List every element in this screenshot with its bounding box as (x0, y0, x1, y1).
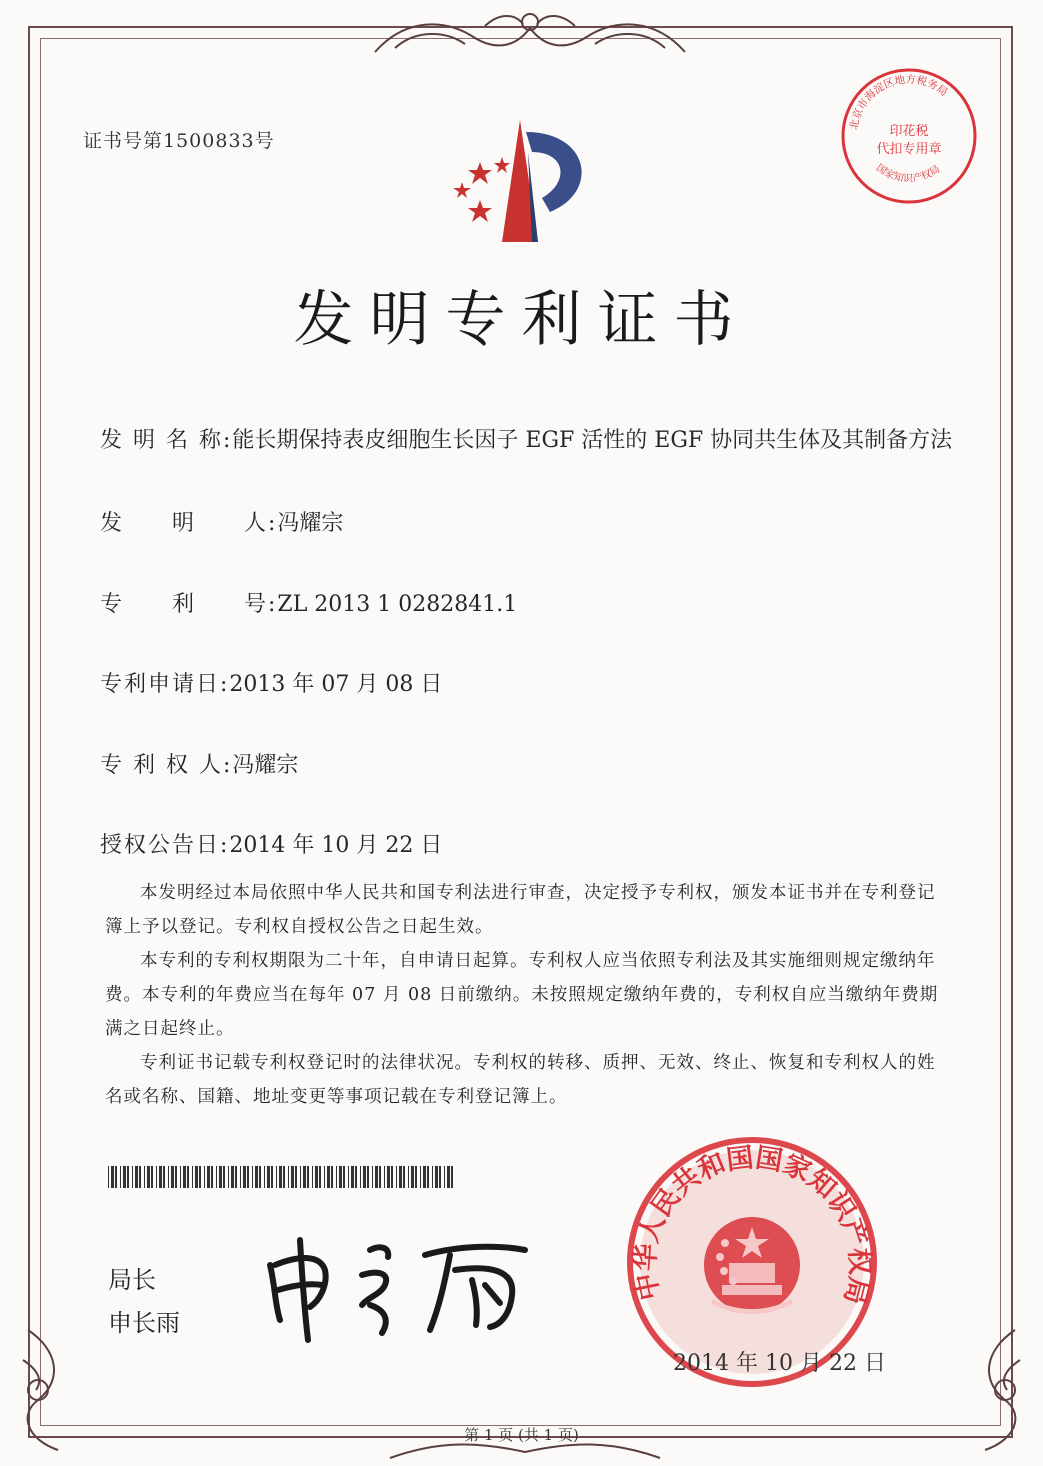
barcode-bar (387, 1166, 390, 1188)
certificate-number: 证书号第1500833号 (83, 130, 275, 152)
barcode-bar (199, 1166, 201, 1188)
field-label: 专利申请日: (100, 672, 230, 697)
small-seal-arc-text: 北京市海淀区地方税务局 (848, 73, 950, 131)
barcode-bar (327, 1166, 330, 1188)
barcode-bar (411, 1166, 414, 1188)
barcode-bar (420, 1166, 421, 1188)
field-value: 冯耀宗 (277, 511, 344, 536)
paragraph-2: 本专利的专利权期限为二十年，自申请日起算。专利权人应当依照专利法及其实施细则规定缴纳年费。本专利的年费应当在每年 07 月 08 日前缴纳。未按照规定缴纳年费的，专利权自应当缴纳年费期满之日起终止。 (105, 951, 939, 1039)
field-grant-date (100, 828, 442, 859)
field-value: 能长期保持表皮细胞生长因子 EGF 活性的 EGF 协同共生体及其制备方法 (232, 428, 953, 453)
barcode-bar (187, 1166, 189, 1188)
barcode-bar (351, 1166, 354, 1188)
barcode-bar (451, 1166, 453, 1188)
barcode-bar (247, 1166, 249, 1188)
body-text (105, 876, 940, 1114)
barcode-bar (108, 1166, 109, 1188)
barcode-bar (360, 1166, 361, 1188)
page-footer: 第 1 页 (共 1 页) (464, 1426, 579, 1444)
barcode-bar (403, 1166, 405, 1188)
barcode-bar (151, 1166, 153, 1188)
barcode-bar (175, 1166, 177, 1188)
barcode-bar (139, 1166, 141, 1188)
svg-text:北京市海淀区地方税务局 (848, 73, 950, 131)
barcode-bar (384, 1166, 385, 1188)
barcode-bar (168, 1166, 169, 1188)
barcode (108, 1166, 453, 1188)
barcode-bar (276, 1166, 277, 1188)
national-emblem-icon (704, 1217, 800, 1313)
barcode-bar (195, 1166, 198, 1188)
barcode-bar (123, 1166, 126, 1188)
barcode-bar (408, 1166, 409, 1188)
barcode-bar (156, 1166, 157, 1188)
signatory-name: 申长雨 (108, 1309, 180, 1337)
barcode-bar (283, 1166, 285, 1188)
barcode-bar (267, 1166, 270, 1188)
field-value: ZL 2013 1 0282841.1 (277, 592, 518, 617)
barcode-bar (348, 1166, 349, 1188)
barcode-bar (111, 1166, 114, 1188)
barcode-bar (432, 1166, 433, 1188)
barcode-bar (363, 1166, 366, 1188)
field-inventor (100, 506, 343, 537)
barcode-bar (379, 1166, 381, 1188)
barcode-bar (312, 1166, 313, 1188)
barcode-bar (144, 1166, 145, 1188)
big-seal-arc-text: 中华人民共和国国家知识产权局 (629, 1142, 875, 1308)
small-seal-center-line2: 代扣专用章 (876, 142, 942, 157)
barcode-bar (372, 1166, 373, 1188)
barcode-bar (396, 1166, 397, 1188)
field-label: 授权公告日: (100, 833, 230, 858)
barcode-bar (375, 1166, 378, 1188)
barcode-bar (207, 1166, 210, 1188)
barcode-bar (255, 1166, 258, 1188)
barcode-bar (231, 1166, 234, 1188)
barcode-bar (315, 1166, 318, 1188)
barcode-bar (288, 1166, 289, 1188)
barcode-bar (367, 1166, 369, 1188)
barcode-bar (399, 1166, 402, 1188)
barcode-bar (204, 1166, 205, 1188)
barcode-bar (264, 1166, 265, 1188)
barcode-bar (135, 1166, 138, 1188)
barcode-bar (171, 1166, 174, 1188)
field-label: 发 明 名 称: (100, 428, 233, 453)
tax-seal (838, 65, 980, 207)
barcode-bar (427, 1166, 429, 1188)
barcode-bar (331, 1166, 333, 1188)
field-value: 2014 年 10 月 22 日 (229, 833, 443, 858)
barcode-bar (336, 1166, 337, 1188)
barcode-bar (228, 1166, 229, 1188)
barcode-bar (319, 1166, 321, 1188)
barcode-bar (259, 1166, 261, 1188)
barcode-bar (120, 1166, 121, 1188)
paragraph-1: 本发明经过本局依照中华人民共和国专利法进行审查，决定授予专利权，颁发本证书并在专利登记簿上予以登记。专利权自授权公告之日起生效。 (105, 883, 936, 937)
top-ornament (365, 8, 695, 60)
patent-office-logo (440, 112, 610, 252)
small-seal-center-line1: 印花税 (889, 124, 929, 139)
barcode-bar (303, 1166, 306, 1188)
field-invention-name (100, 423, 952, 454)
barcode-bar (447, 1166, 450, 1188)
barcode-bar (192, 1166, 193, 1188)
paragraph-3: 专利证书记载专利权登记时的法律状况。专利权的转移、质押、无效、终止、恢复和专利权人的姓名或名称、国籍、地址变更等事项记载在专利登记簿上。 (105, 1053, 936, 1107)
barcode-bar (127, 1166, 129, 1188)
barcode-bar (219, 1166, 222, 1188)
small-seal-arc-text-bottom: 国家知识产权局 (873, 162, 943, 185)
barcode-bar (355, 1166, 357, 1188)
field-patentee (100, 748, 298, 779)
barcode-bar (435, 1166, 438, 1188)
handwritten-signature (250, 1225, 550, 1345)
barcode-bar (211, 1166, 213, 1188)
barcode-bar (279, 1166, 282, 1188)
barcode-bar (243, 1166, 246, 1188)
barcode-bar (343, 1166, 345, 1188)
field-value: 2013 年 07 月 08 日 (229, 672, 443, 697)
barcode-bar (307, 1166, 309, 1188)
field-application-date (100, 667, 442, 698)
barcode-bar (439, 1166, 441, 1188)
barcode-bar (163, 1166, 165, 1188)
barcode-bar (180, 1166, 181, 1188)
barcode-bar (159, 1166, 162, 1188)
barcode-bar (240, 1166, 241, 1188)
barcode-bar (115, 1166, 117, 1188)
field-label: 发 明 人: (100, 511, 278, 536)
barcode-bar (223, 1166, 225, 1188)
field-label: 专 利 号: (100, 592, 278, 617)
barcode-bar (423, 1166, 426, 1188)
field-value: 冯耀宗 (232, 753, 299, 778)
signatory-title: 局长 (108, 1266, 156, 1294)
barcode-bar (415, 1166, 417, 1188)
barcode-bar (295, 1166, 297, 1188)
barcode-bar (216, 1166, 217, 1188)
barcode-bar (339, 1166, 342, 1188)
barcode-bar (291, 1166, 294, 1188)
barcode-bar (324, 1166, 325, 1188)
field-label: 专 利 权 人: (100, 753, 233, 778)
barcode-bar (300, 1166, 301, 1188)
barcode-bar (147, 1166, 150, 1188)
barcode-bar (252, 1166, 253, 1188)
barcode-bar (391, 1166, 393, 1188)
seal-date: 2014 年 10 月 22 日 (673, 1351, 886, 1376)
barcode-bar (444, 1166, 445, 1188)
field-patent-number (100, 587, 517, 618)
barcode-bar (235, 1166, 237, 1188)
barcode-bar (132, 1166, 133, 1188)
barcode-bar (183, 1166, 186, 1188)
svg-text:国家知识产权局 (874, 162, 942, 185)
barcode-bar (271, 1166, 273, 1188)
certificate-title: 发明专利证书 (293, 285, 750, 355)
